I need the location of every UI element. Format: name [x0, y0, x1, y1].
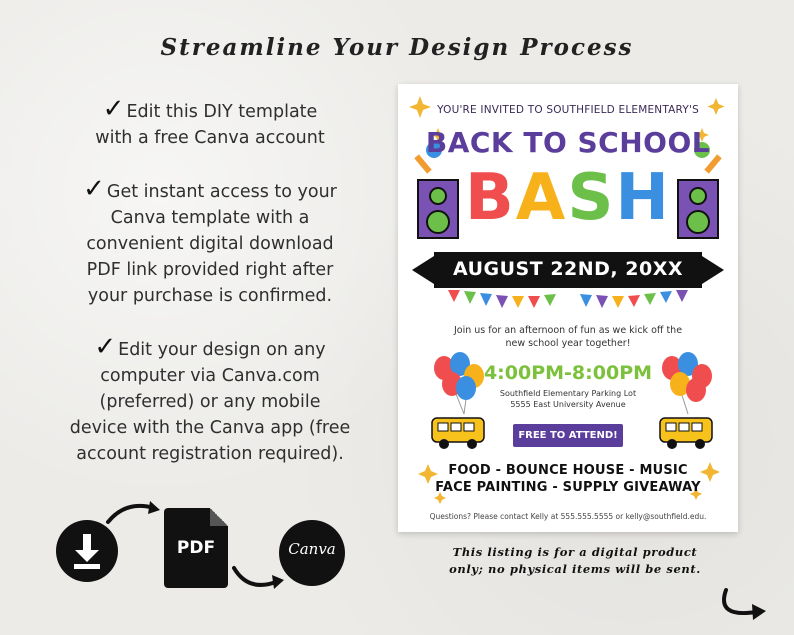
flyer-invite: YOU'RE INVITED TO SOUTHFIELD ELEMENTARY'S [437, 104, 699, 116]
bash-letter: A [515, 161, 568, 235]
flyer-preview [398, 84, 738, 532]
arrow-icon [104, 498, 164, 528]
canva-logo-icon [279, 520, 345, 586]
flyer-date: AUGUST 22ND, 20XX [452, 258, 683, 280]
feature-line: account registration required). [76, 444, 344, 464]
feature-line: Canva template with a [110, 208, 310, 228]
flyer-title: BACK TO SCHOOL [425, 126, 711, 159]
flyer-join-text: Join us for an afternoon of fun as we kick off the new school year together! [453, 325, 683, 349]
feature-edit-template [30, 96, 390, 151]
headline: Streamline Your Design Process [160, 34, 634, 61]
feature-line: Get instant access to your [106, 182, 337, 202]
bash-letter: S [567, 161, 616, 235]
canva-label: Canva [288, 540, 336, 558]
feature-line: convenient digital download [86, 234, 334, 254]
checkmark-icon: ✓ [94, 332, 117, 362]
disclaimer: This listing is for a digital product only; no physical items will be sent. [449, 545, 701, 576]
school-bus-icon [432, 418, 484, 449]
flyer-time: 4:00PM-8:00PM [483, 362, 653, 384]
feature-line: your purchase is confirmed. [87, 286, 333, 306]
bash-letter: H [615, 161, 671, 235]
feature-line: device with the Canva app (free [69, 418, 351, 438]
download-icon [56, 520, 118, 582]
checkmark-icon: ✓ [102, 94, 125, 124]
pdf-label: PDF [176, 538, 216, 558]
next-arrow-icon [716, 584, 782, 624]
feature-line: PDF link provided right after [86, 260, 334, 280]
flyer-activities: FOOD - BOUNCE HOUSE - MUSIC FACE PAINTING - SUPPLY GIVEAWAY [435, 463, 701, 495]
feature-line: computer via Canva.com [100, 366, 320, 386]
free-to-attend-badge: FREE TO ATTEND! [513, 424, 623, 447]
flyer-location: Southfield Elementary Parking Lot 5555 East University Avenue [499, 389, 637, 409]
arrow-icon [230, 560, 286, 594]
feature-line: with a free Canva account [95, 128, 325, 148]
feature-line: Edit your design on any [118, 340, 326, 360]
feature-line: (preferred) or any mobile [99, 392, 321, 412]
checkmark-icon: ✓ [83, 174, 105, 204]
feature-edit-any-device [30, 334, 390, 467]
flyer-contact: Questions? Please contact Kelly at 555.555.5555 or kelly@southfield.edu. [429, 512, 707, 521]
feature-line: Edit this DIY template [126, 102, 318, 122]
pdf-file-icon [164, 508, 228, 588]
flyer-bash [398, 158, 738, 238]
bash-letter: B [465, 161, 516, 235]
feature-instant-access [30, 176, 390, 309]
